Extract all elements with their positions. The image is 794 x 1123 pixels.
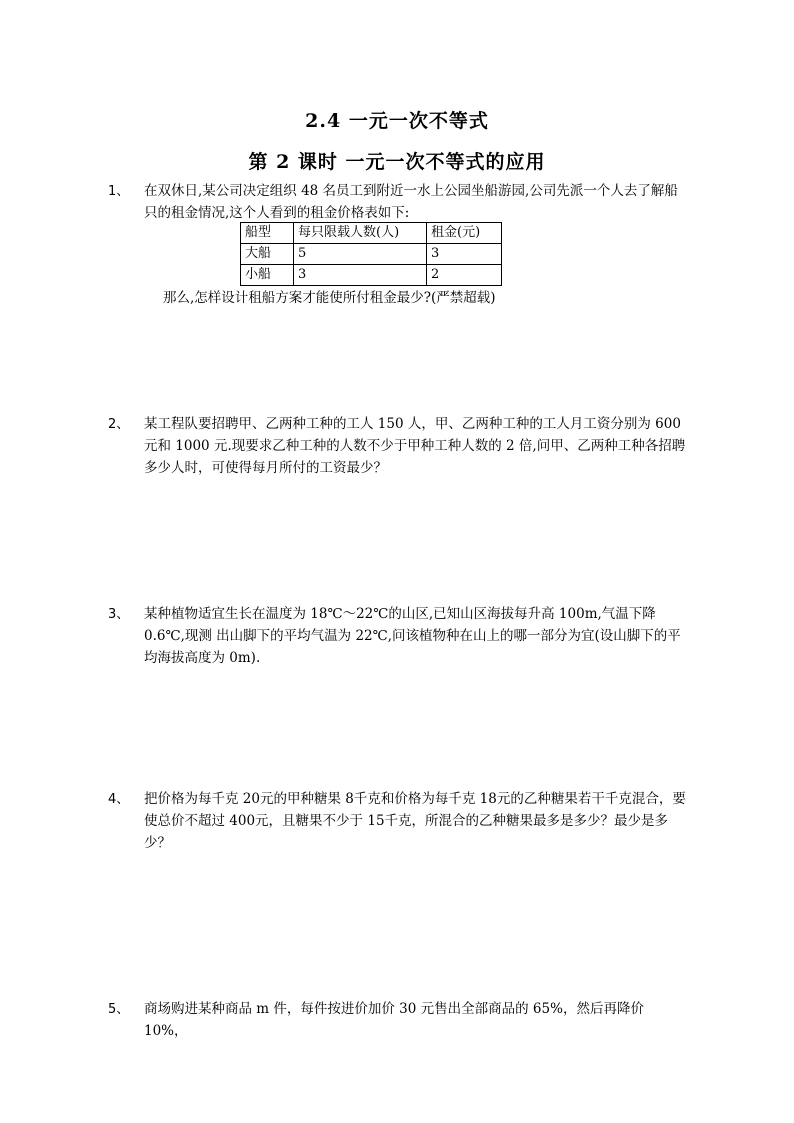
- table-row: [241, 265, 502, 286]
- table-cell: 大船: [241, 244, 294, 265]
- question-text: 某种植物适宜生长在温度为 18℃～22℃的山区,已知山区海拔每升高 100m,气温下降 0.6℃,现测 出山脚下的平均气温为 22℃,问该植物种在山上的哪一部分为宜(设山脚下的平均海拔高度为 0m).: [144, 606, 681, 666]
- question-number: 4、: [108, 792, 130, 807]
- table-cell: 5: [294, 244, 427, 265]
- question-1-followup: 那么,怎样设计租船方案才能使所付租金最少?(严禁超载): [163, 290, 496, 306]
- table-row: [241, 244, 502, 265]
- question-number: 5、: [108, 1002, 130, 1017]
- question-text: 把价格为每千克 20元的甲种糖果 8千克和价格为每千克 18元的乙种糖果若干千克混合，要使总价不超过 400元，且糖果不少于 15千克，所混合的乙种糖果最多是多少？最少是多少？: [144, 791, 686, 851]
- table-cell: 小船: [241, 265, 294, 286]
- question-text: 商场购进某种商品 m 件，每件按进价加价 30 元售出全部商品的 65%，然后再降价 10%，: [144, 1001, 644, 1039]
- table-cell: 2: [427, 265, 502, 286]
- table-header-cell: 租金(元): [427, 223, 502, 244]
- lesson-subtitle: 第 2 课时 一元一次不等式的应用: [248, 151, 546, 173]
- question-number: 1、: [108, 184, 130, 199]
- table-cell: 3: [427, 244, 502, 265]
- page-title: 2.4 一元一次不等式: [305, 110, 489, 132]
- question-number: 2、: [108, 417, 130, 432]
- table-header-cell: 每只限载人数(人): [294, 223, 427, 244]
- table-header-cell: 船型: [241, 223, 294, 244]
- question-number: 3、: [108, 607, 130, 622]
- table-header-row: [241, 223, 502, 244]
- table-cell: 3: [294, 265, 427, 286]
- question-text: 某工程队要招聘甲、乙两种工种的工人 150 人，甲、乙两种工种的工人月工资分别为 600 元和 1000 元.现要求乙种工种的人数不少于甲种工种人数的 2 倍,问甲、乙两种工种各招聘多少人时，可使得每月所付的工资最少？: [144, 416, 686, 476]
- rental-price-table: [240, 222, 502, 286]
- question-text: 在双休日,某公司决定组织 48 名员工到附近一水上公园坐船游园,公司先派一个人去了解船只的租金情况,这个人看到的租金价格表如下:: [144, 183, 678, 221]
